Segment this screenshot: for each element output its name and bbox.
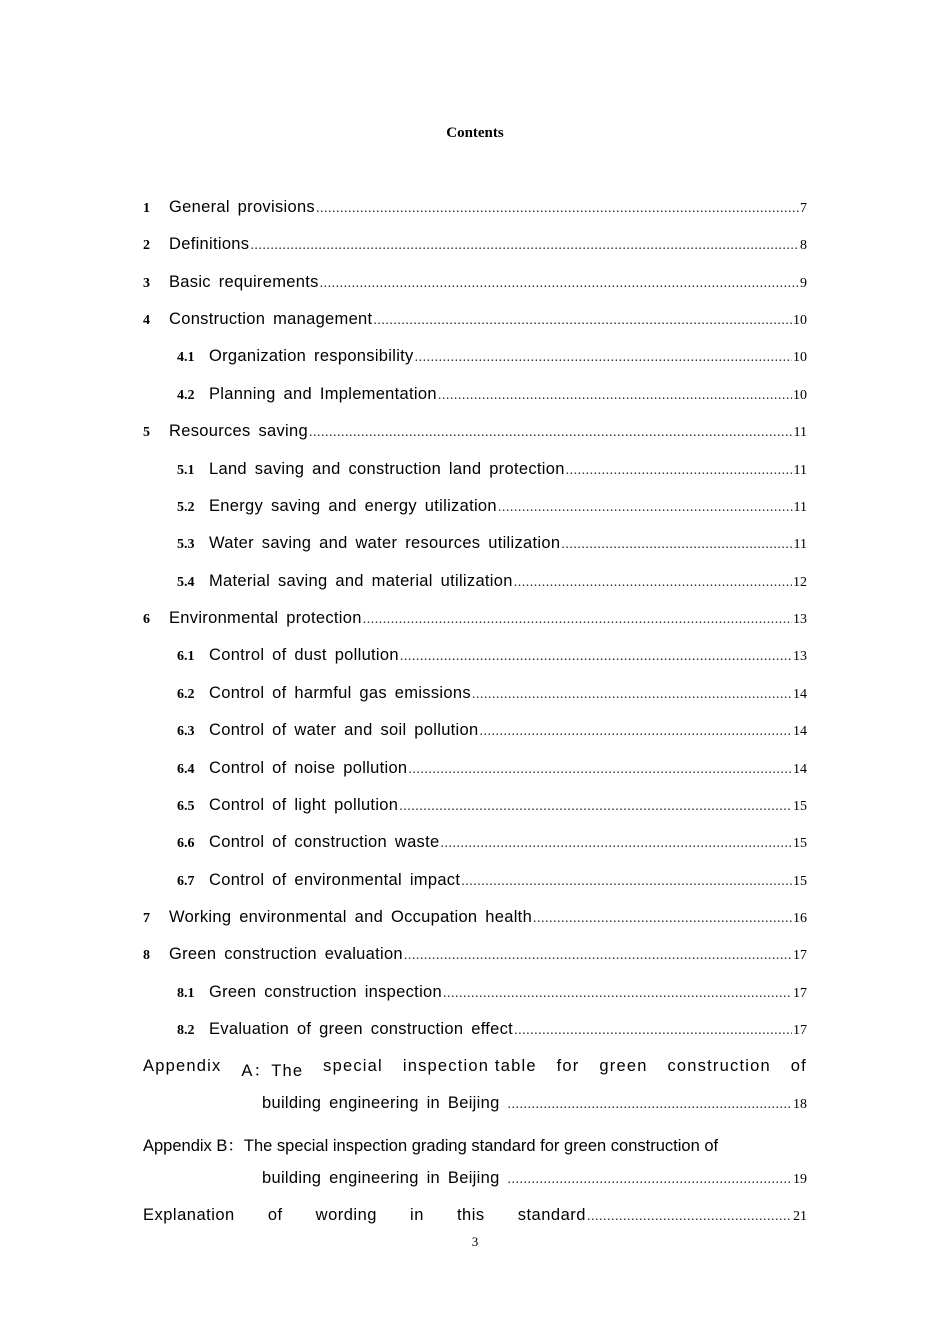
appendix-a-word: inspection table	[402, 1057, 537, 1075]
toc-entry-1[interactable]	[143, 198, 807, 222]
dot-leader	[404, 948, 792, 964]
toc-entry-label: Control of harmful gas emissions	[209, 684, 471, 702]
toc-entry-6-5[interactable]	[177, 796, 807, 820]
toc-entry-8-2[interactable]	[177, 1020, 807, 1044]
toc-entry-number: 5.2	[177, 500, 195, 515]
toc-entry-label: Construction management	[169, 310, 373, 328]
toc-entry-page: 15	[793, 799, 807, 814]
toc-entry-label: Planning and Implementation	[209, 385, 437, 403]
toc-entry-8[interactable]	[143, 945, 807, 969]
toc-entry-number: 8	[143, 948, 150, 963]
toc-entry-page: 13	[793, 612, 807, 627]
toc-entry-number: 4.1	[177, 350, 195, 365]
toc-entry-number: 7	[143, 911, 150, 926]
toc-entry-3[interactable]	[143, 273, 807, 297]
toc-entry-explanation[interactable]	[143, 1206, 807, 1230]
toc-entry-number: 5.1	[177, 463, 195, 478]
toc-entry-page: 11	[793, 463, 807, 478]
dot-leader	[250, 238, 799, 254]
toc-entry-number: 6	[143, 612, 150, 627]
toc-entry-number: 1	[143, 201, 150, 216]
toc-entry-page: 11	[793, 425, 807, 440]
toc-entry-appendix-b[interactable]	[143, 1132, 807, 1156]
page-number: 3	[471, 1234, 479, 1249]
appendix-a-word: for	[556, 1057, 580, 1075]
dot-leader	[316, 201, 799, 217]
toc-entry-page: 15	[793, 874, 807, 889]
toc-entry-label: Resources saving	[169, 422, 308, 440]
toc-entry-page: 14	[793, 687, 807, 702]
toc-entry-5-1[interactable]	[177, 460, 807, 484]
toc-entry-page: 12	[793, 575, 807, 590]
toc-entry-label: Material saving and material utilization	[209, 572, 513, 590]
toc-entry-label: Energy saving and energy utilization	[209, 497, 497, 515]
appendix-a-word: special	[323, 1057, 383, 1075]
toc-entry-page: 14	[793, 724, 807, 739]
toc-entry-number: 4	[143, 313, 150, 328]
toc-entry-page: 14	[793, 762, 807, 777]
toc-entry-page: 10	[793, 313, 807, 328]
appendix-b-line1: Appendix B：The special inspection grading standard for green construction of	[143, 1137, 719, 1155]
toc-entry-page: 15	[793, 836, 807, 851]
dot-leader	[373, 313, 792, 329]
toc-entry-page: 13	[793, 649, 807, 664]
toc-entry-5-4[interactable]	[177, 572, 807, 596]
toc-entry-page: 9	[800, 276, 807, 291]
toc-entry-appendix-b-cont[interactable]	[262, 1169, 807, 1193]
page-title: Contents	[446, 125, 504, 141]
appendix-a-word: construction	[667, 1057, 771, 1075]
dot-leader	[443, 986, 792, 1002]
dot-leader	[461, 874, 792, 890]
toc-entry-page: 17	[793, 1023, 807, 1038]
toc-entry-5[interactable]	[143, 422, 807, 446]
toc-entry-6-3[interactable]	[177, 721, 807, 745]
dot-leader	[309, 425, 793, 441]
toc-entry-number: 4.2	[177, 388, 195, 403]
toc-entry-label: Water saving and water resources utilization	[209, 534, 561, 552]
toc-entry-page: 19	[793, 1172, 807, 1187]
toc-entry-2[interactable]	[143, 235, 807, 259]
toc-entry-number: 8.1	[177, 986, 195, 1001]
toc-entry-label: Control of light pollution	[209, 796, 399, 814]
appendix-b-line2: building engineering in Beijing	[262, 1169, 500, 1187]
toc-entry-label: Control of water and soil pollution	[209, 721, 479, 739]
toc-entry-page: 8	[800, 238, 807, 253]
dot-leader	[400, 649, 792, 665]
dot-leader	[498, 500, 793, 516]
toc-entry-label: Working environmental and Occupation health	[169, 908, 533, 926]
toc-entry-page: 17	[793, 948, 807, 963]
toc-entry-label: Basic requirements	[169, 273, 319, 291]
toc-entry-appendix-a-cont[interactable]	[262, 1094, 807, 1118]
toc-entry-page: 11	[793, 537, 807, 552]
toc-entry-label: Land saving and construction land protection	[209, 460, 565, 478]
toc-entry-7[interactable]	[143, 908, 807, 932]
toc-entry-label: Green construction evaluation	[169, 945, 403, 963]
toc-entry-number: 5.4	[177, 575, 195, 590]
toc-entry-label: Organization responsibility	[209, 347, 414, 365]
toc-entry-label: Control of noise pollution	[209, 759, 408, 777]
toc-entry-6-6[interactable]	[177, 833, 807, 857]
toc-entry-6-1[interactable]	[177, 646, 807, 670]
dot-leader	[320, 276, 799, 292]
dot-leader	[533, 911, 792, 927]
toc-entry-4[interactable]	[143, 310, 807, 334]
toc-entry-number: 6.4	[177, 762, 195, 777]
toc-entry-5-3[interactable]	[177, 534, 807, 558]
dot-leader	[514, 1023, 792, 1039]
toc-entry-number: 6.7	[177, 874, 195, 889]
toc-entry-number: 8.2	[177, 1023, 195, 1038]
toc-entry-4-1[interactable]	[177, 347, 807, 371]
toc-entry-appendix-a[interactable]	[143, 1057, 807, 1081]
toc-entry-6[interactable]	[143, 609, 807, 633]
toc-entry-number: 6.6	[177, 836, 195, 851]
dot-leader	[438, 388, 792, 404]
toc-entry-8-1[interactable]	[177, 983, 807, 1007]
toc-entry-6-7[interactable]	[177, 871, 807, 895]
toc-entry-page: 7	[800, 201, 807, 216]
toc-entry-page: 10	[793, 350, 807, 365]
toc-entry-4-2[interactable]	[177, 385, 807, 409]
appendix-a-line2: building engineering in Beijing	[262, 1094, 500, 1112]
appendix-a-word: green	[599, 1057, 648, 1075]
toc-entry-page: 16	[793, 911, 807, 926]
dot-leader	[508, 1097, 792, 1113]
appendix-a-word: A：The	[241, 1062, 304, 1080]
toc-entry-label: Control of dust pollution	[209, 646, 399, 664]
dot-leader	[514, 575, 792, 591]
toc-entry-label: Evaluation of green construction effect	[209, 1020, 514, 1038]
toc-entry-number: 6.2	[177, 687, 195, 702]
toc-entry-number: 5	[143, 425, 150, 440]
dot-leader	[399, 799, 792, 815]
toc-entry-page: 21	[793, 1209, 807, 1224]
toc-entry-label: Environmental protection	[169, 609, 362, 627]
appendix-a-word: Appendix	[143, 1057, 222, 1075]
explanation-label: Explanation of wording in this standard	[143, 1206, 586, 1224]
toc-entry-number: 5.3	[177, 537, 195, 552]
toc-entry-number: 3	[143, 276, 150, 291]
toc-entry-number: 6.5	[177, 799, 195, 814]
dot-leader	[479, 724, 792, 740]
dot-leader	[363, 612, 792, 628]
dot-leader	[561, 537, 792, 553]
toc-entry-label: Control of environmental impact	[209, 871, 461, 889]
dot-leader	[408, 762, 792, 778]
toc-entry-page: 18	[793, 1097, 807, 1112]
toc-entry-6-4[interactable]	[177, 759, 807, 783]
toc-entry-page: 10	[793, 388, 807, 403]
toc-entry-label: Green construction inspection	[209, 983, 442, 1001]
dot-leader	[440, 836, 792, 852]
dot-leader	[472, 687, 792, 703]
toc-entry-number: 6.1	[177, 649, 195, 664]
toc-entry-page: 11	[793, 500, 807, 515]
dot-leader	[566, 463, 793, 479]
toc-entry-number: 2	[143, 238, 150, 253]
appendix-a-word: of	[790, 1057, 807, 1075]
toc-entry-5-2[interactable]	[177, 497, 807, 521]
dot-leader	[587, 1209, 792, 1225]
dot-leader	[508, 1172, 792, 1188]
toc-entry-label: Definitions	[169, 235, 250, 253]
toc-entry-label: General provisions	[169, 198, 315, 216]
dot-leader	[415, 350, 792, 366]
toc-entry-6-2[interactable]	[177, 684, 807, 708]
toc-entry-number: 6.3	[177, 724, 195, 739]
toc-entry-label: Control of construction waste	[209, 833, 440, 851]
toc-entry-page: 17	[793, 986, 807, 1001]
